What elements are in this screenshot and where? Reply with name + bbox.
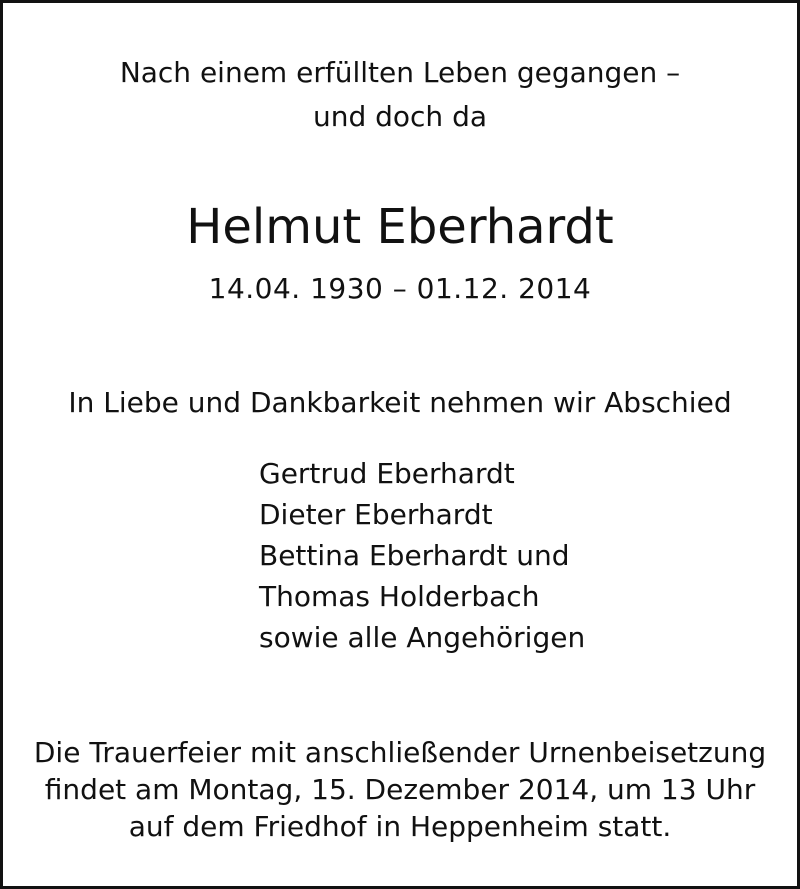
motto-line-1: Nach einem erfüllten Leben gegangen – [119,56,681,89]
mourner-item: Thomas Holderbach [259,580,540,613]
mourner-item: Dieter Eberhardt [259,498,493,531]
deceased-name: Helmut Eberhardt [186,199,614,255]
motto [3,51,797,139]
mourner-item: Bettina Eberhardt und [259,539,570,572]
mourner-item: Gertrud Eberhardt [259,457,515,490]
ceremony-line-1: Die Trauerfeier mit anschließender Urnenbeisetzung [33,736,767,769]
mourners-list [259,453,585,658]
ceremony-details [3,734,797,845]
motto-line-2: und doch da [312,100,488,133]
ceremony-line-2: findet am Montag, 15. Dezember 2014, um 13 Uhr [44,773,756,806]
ceremony-line-3: auf dem Friedhof in Heppenheim statt. [128,810,672,843]
life-dates: 14.04. 1930 – 01.12. 2014 [208,272,592,305]
mourner-item: sowie alle Angehörigen [259,621,586,654]
farewell-text: In Liebe und Dankbarkeit nehmen wir Abschied [68,386,732,419]
